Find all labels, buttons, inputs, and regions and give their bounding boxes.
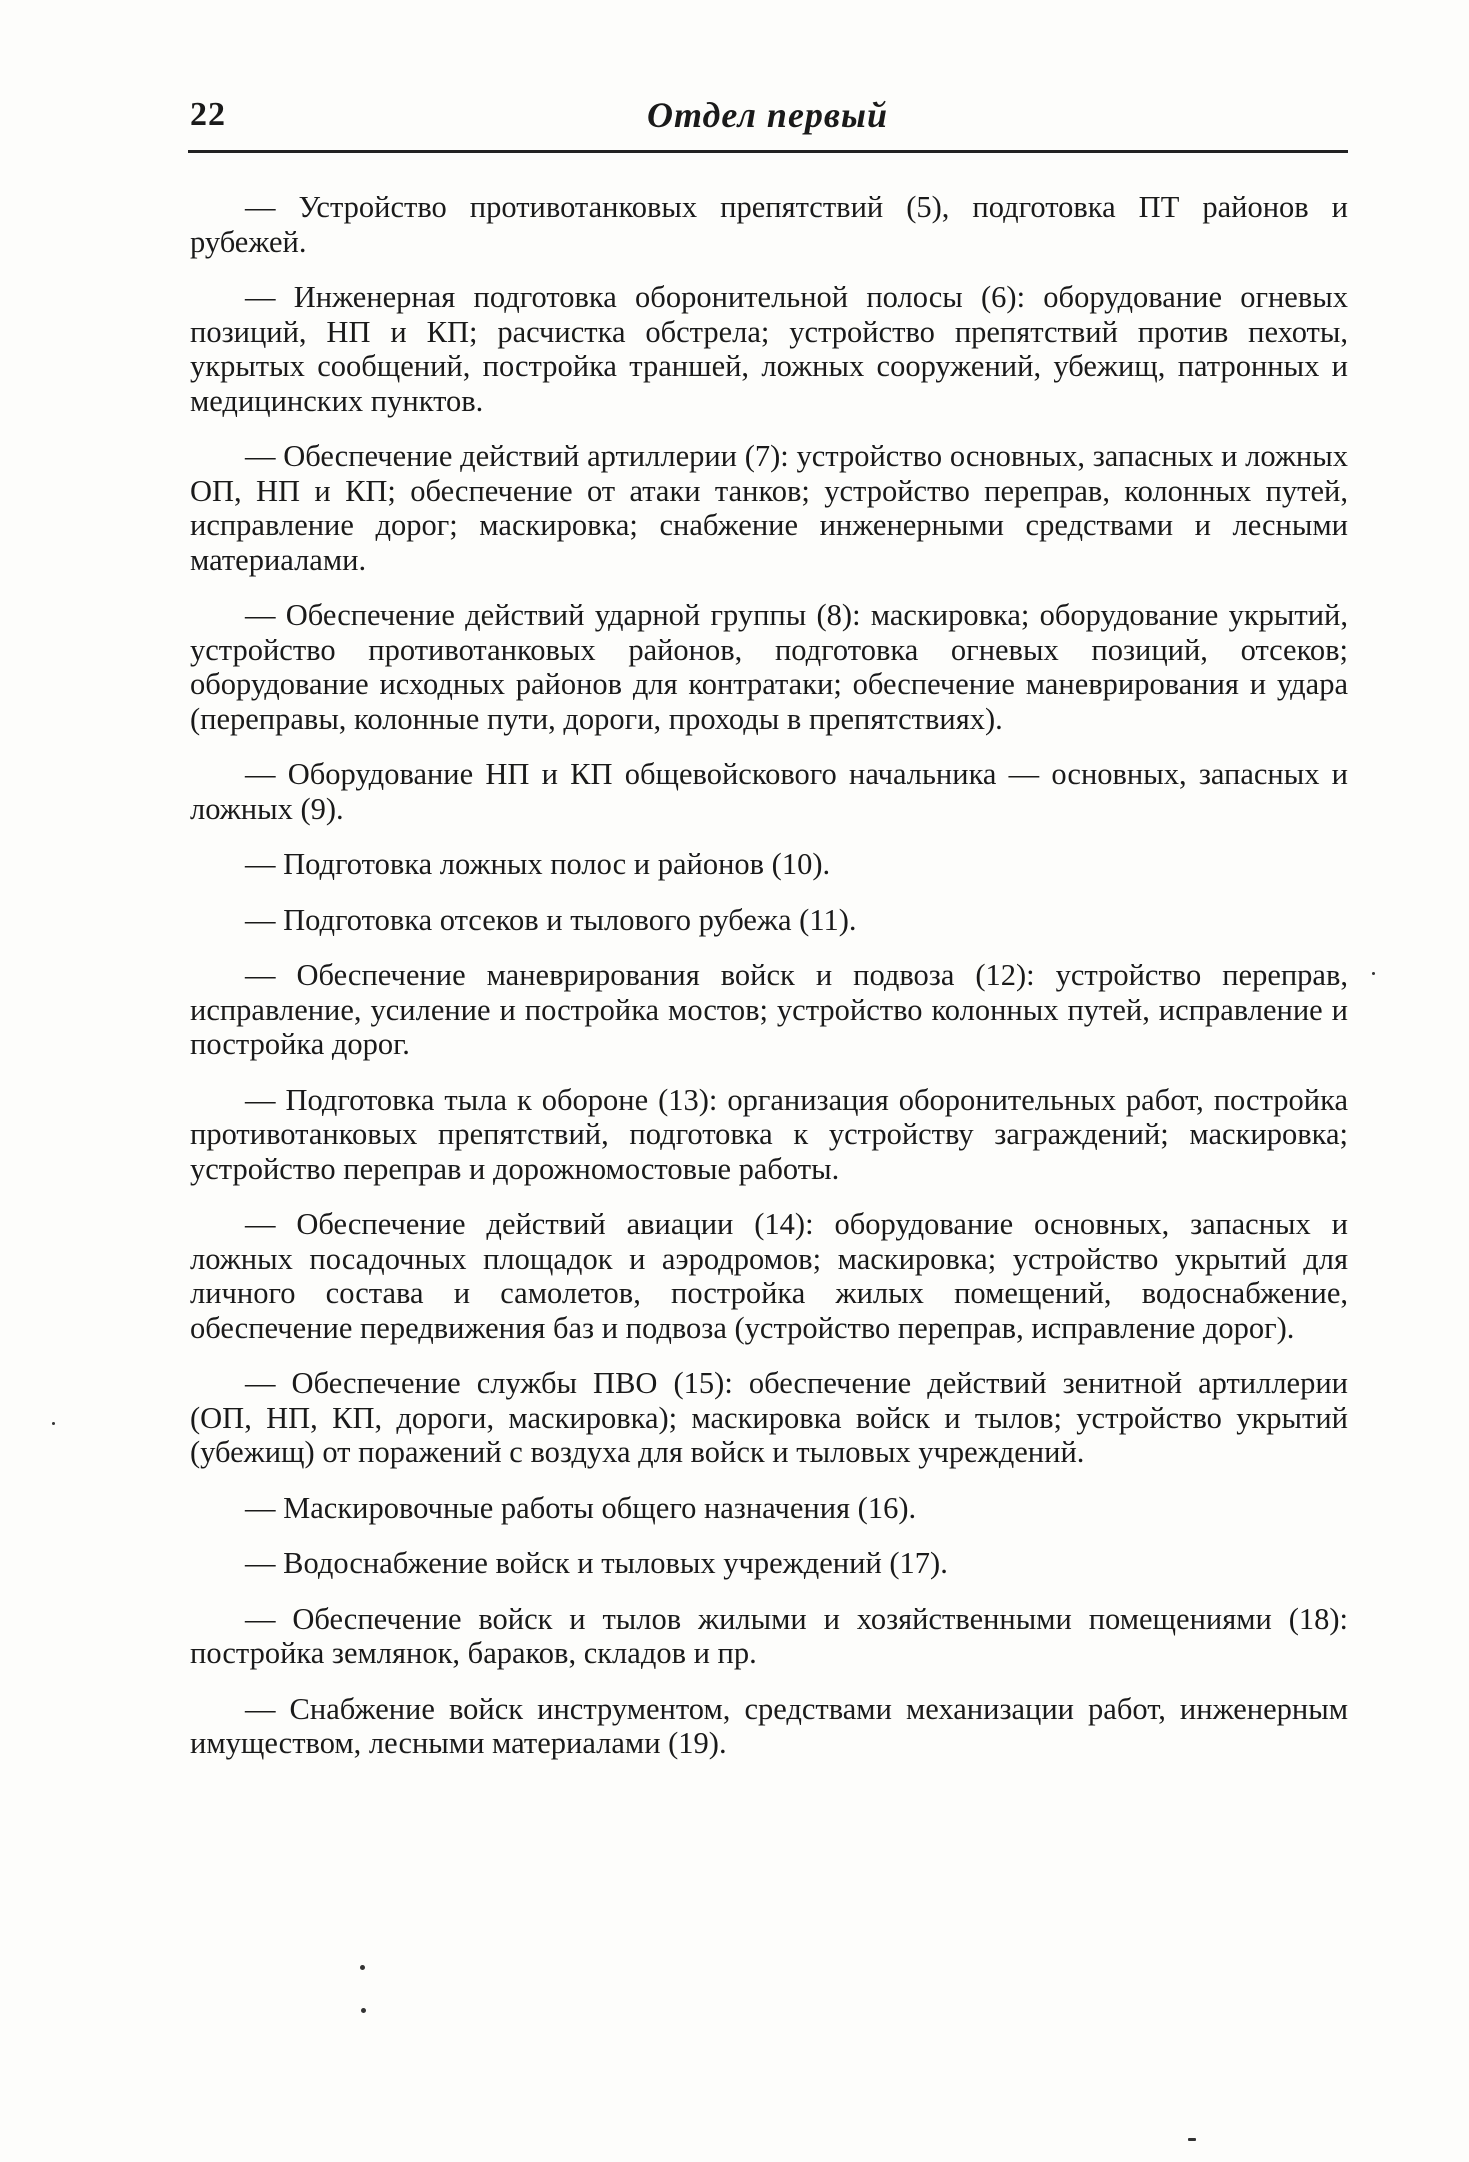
body-text xyxy=(190,190,1348,1782)
page-header xyxy=(190,90,1345,142)
paragraph-command-posts: — Оборудование НП и КП общевойскового начальника — основных, запасных и ложных (9). xyxy=(190,757,1348,826)
print-speck xyxy=(361,2008,366,2013)
print-speck xyxy=(1372,972,1375,975)
paragraph-artillery-support: — Обеспечение действий артиллерии (7): устройство основных, запасных и ложных ОП, НП и КП; обеспечение от атаки танков; устройство переправ, колонных путей, исправление дорог; маскировка; снабжение инженерными средствами и лесными материалами. xyxy=(190,439,1348,577)
paragraph-water-supply: — Водоснабжение войск и тыловых учреждений (17). xyxy=(245,1546,948,1580)
section-title: Отдел первый xyxy=(646,95,889,135)
header-divider xyxy=(188,150,1348,153)
paragraph-aviation-support: — Обеспечение действий авиации (14): оборудование основных, запасных и ложных посадочных площадок и аэродромов; маскировка; устройство укрытий для личного состава и самолетов, постройка жилых помещений, водоснабжение, обеспечение передвижения баз и подвоза (устройство переправ, исправление дорог). xyxy=(190,1207,1348,1345)
paragraph-maneuver-support: — Обеспечение маневрирования войск и подвоза (12): устройство переправ, исправление, усиление и постройка мостов; устройство колонных путей, исправление и постройка дорог. xyxy=(190,958,1348,1061)
paragraph-defensive-line: — Инженерная подготовка оборонительной полосы (6): оборудование огневых позиций, НП и КП; расчистка обстрела; устройство препятствий против пехоты, укрытых сообщений, постройка траншей, ложных сооружений, убежищ, патронных и медицинских пунктов. xyxy=(190,280,1348,418)
page-number: 22 xyxy=(190,96,226,133)
paragraph-rear-line: — Подготовка отсеков и тылового рубежа (11). xyxy=(245,902,857,937)
paragraph-strike-group-support: — Обеспечение действий ударной группы (8): маскировка; оборудование укрытий, устройство противотанковых районов, подготовка огневых позиций, отсеков; оборудование исходных районов для контратаки; обеспечение маневрирования и удара (переправы, колонные пути, дороги, проходы в препятствиях). xyxy=(190,598,1348,736)
print-speck xyxy=(52,1422,55,1425)
paragraph-rear-preparation: — Подготовка тыла к обороне (13): организация оборонительных работ, постройка противотанковых препятствий, подготовка к устройству заграждений; маскировка; устройство переправ и дорожномостовые работы. xyxy=(190,1082,1348,1186)
paragraph-tool-supply: — Снабжение войск инструментом, средствами механизации работ, инженерным имуществом, лесными материалами (19). xyxy=(190,1691,1348,1760)
paragraph-false-lines: — Подготовка ложных полос и районов (10). xyxy=(245,847,831,881)
paragraph-camouflage: — Маскировочные работы общего назначения (16). xyxy=(245,1490,917,1525)
paragraph-air-defense: — Обеспечение службы ПВО (15): обеспечение действий зенитной артиллерии (ОП, НП, КП, дороги, маскировка); маскировка войск и тылов; устройство укрытий (убежищ) от поражений с воздуха для войск и тыловых учреждений. xyxy=(190,1366,1348,1469)
print-speck xyxy=(1188,2138,1196,2141)
paragraph-antitank-obstacles: — Устройство противотанковых препятствий (5), подготовка ПТ районов и рубежей. xyxy=(190,190,1348,259)
print-speck xyxy=(360,1965,365,1970)
paragraph-housing: — Обеспечение войск и тылов жилыми и хозяйственными помещениями (18): постройка землянок, бараков, складов и пр. xyxy=(190,1601,1348,1670)
